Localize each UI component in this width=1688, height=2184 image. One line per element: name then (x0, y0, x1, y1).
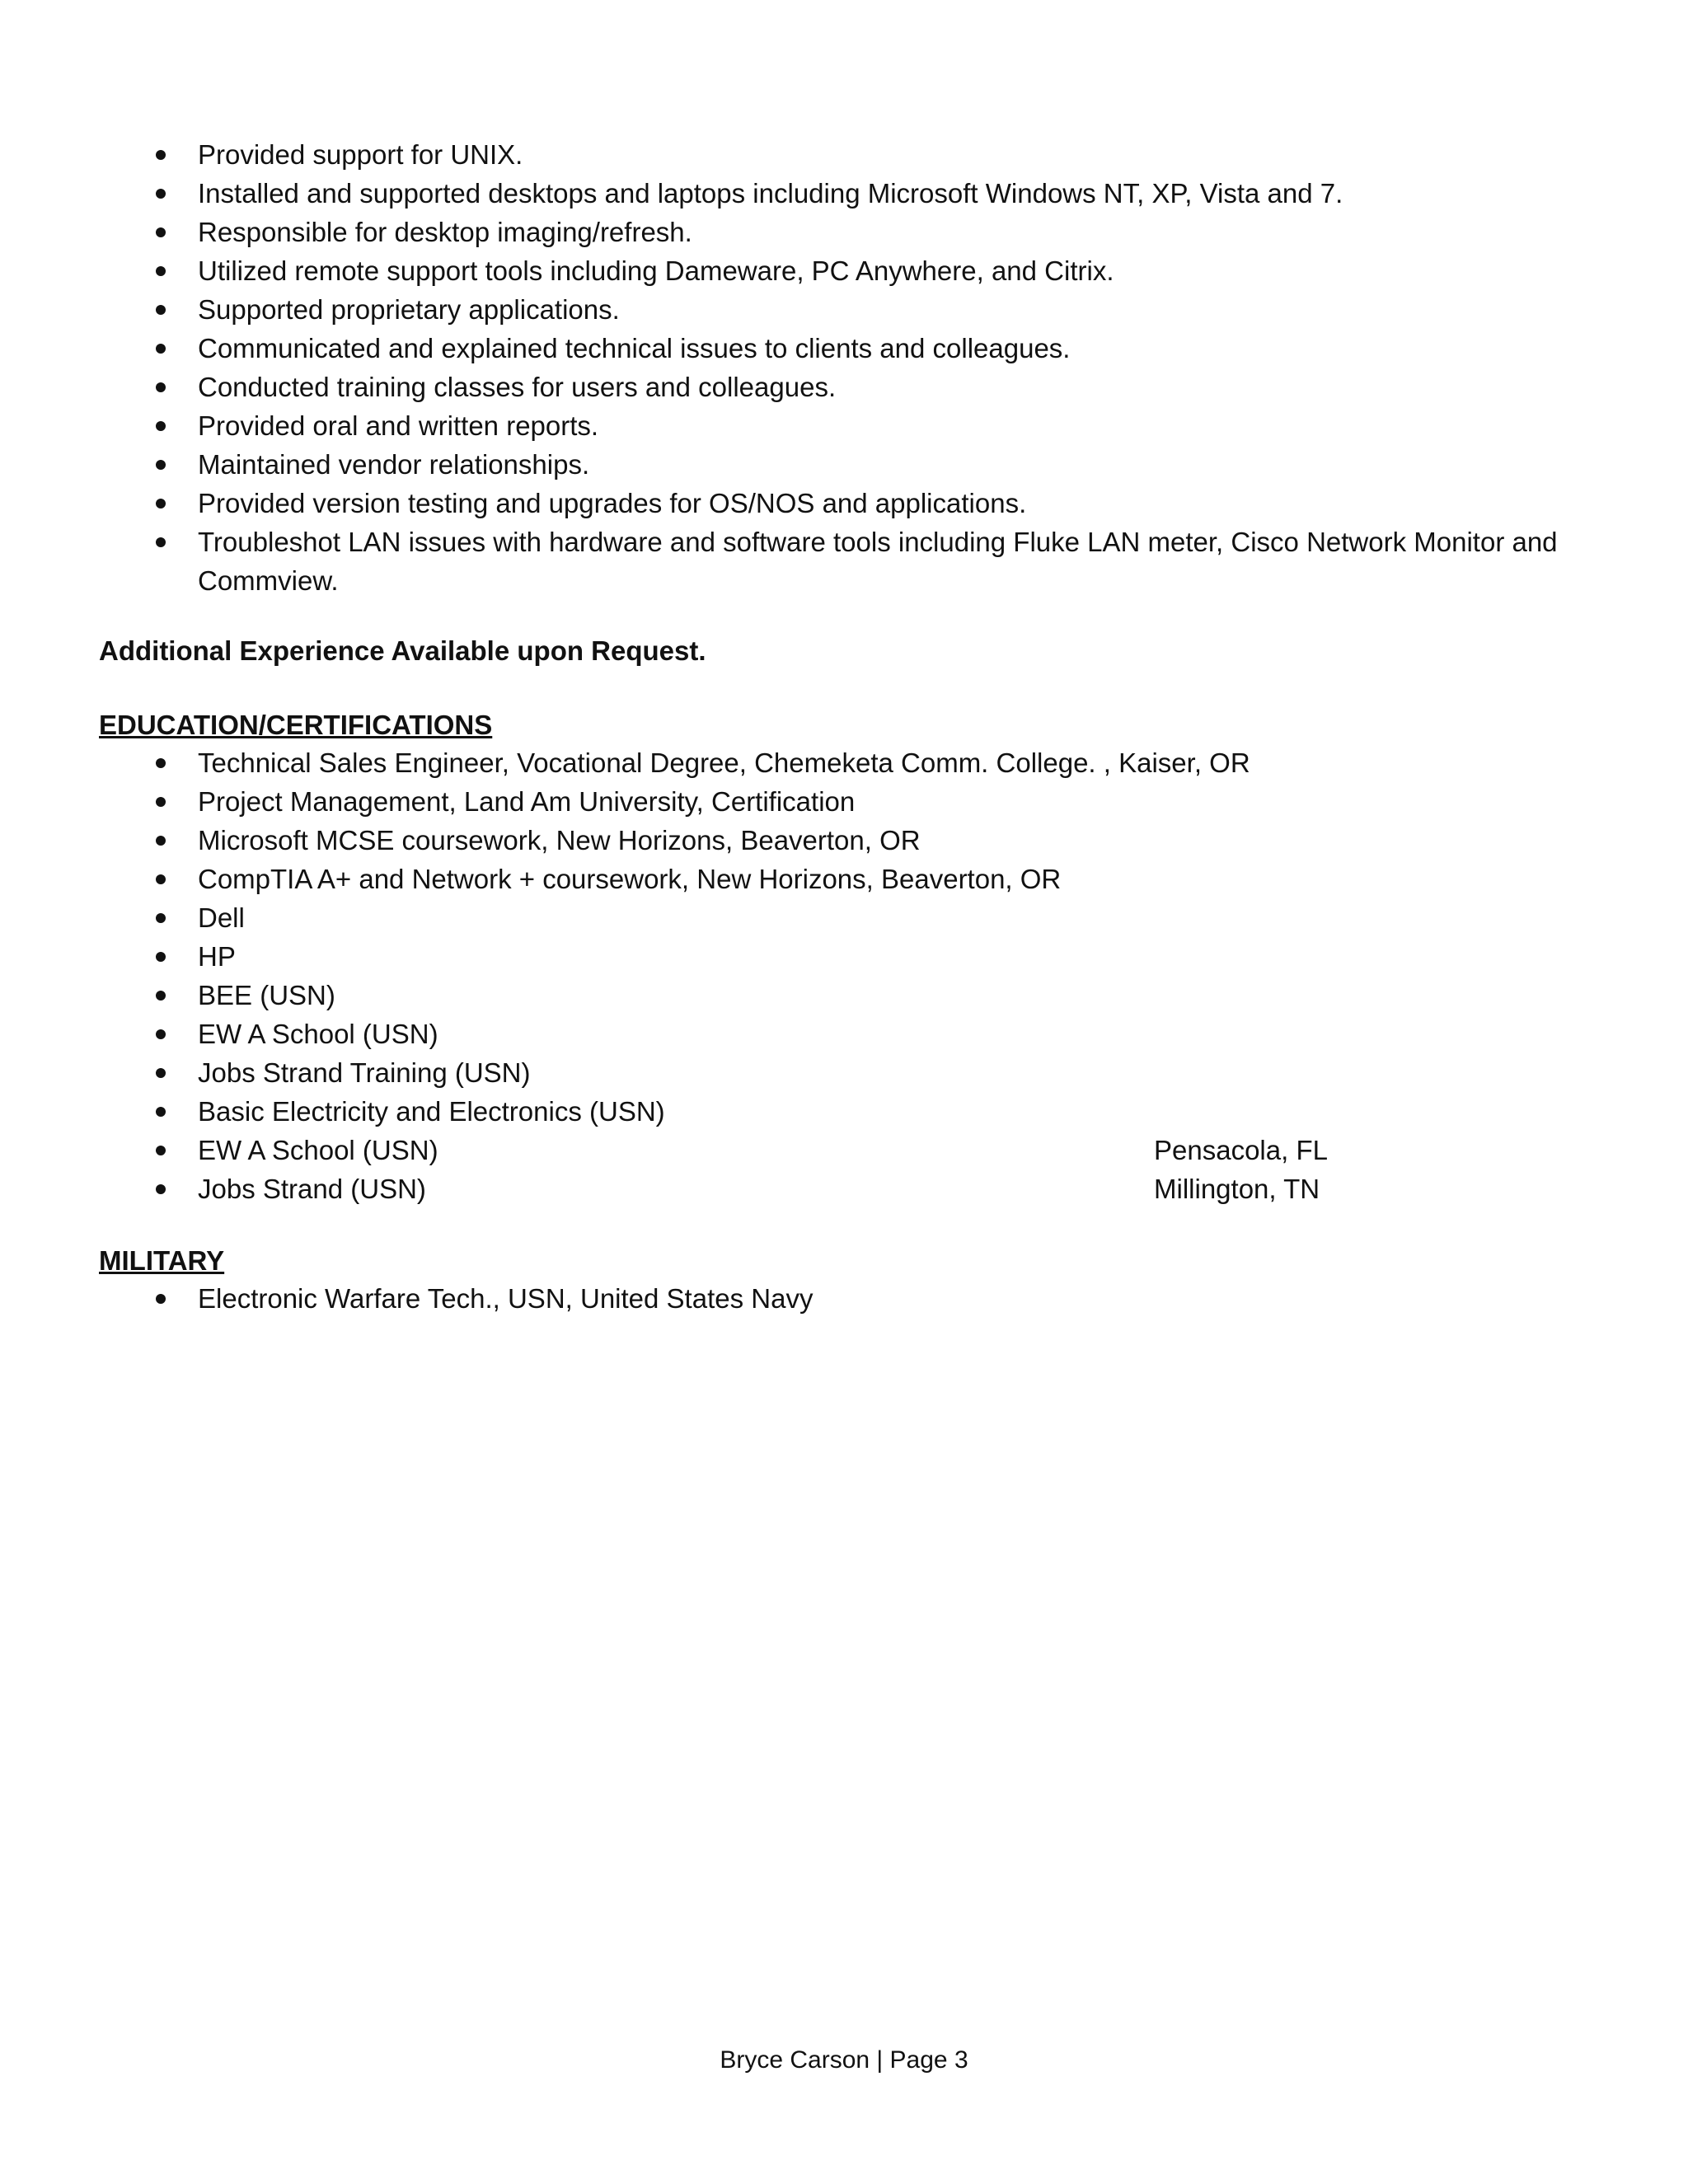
bullet-icon (156, 952, 166, 962)
bullet-icon (156, 1184, 166, 1194)
list-item-text: CompTIA A+ and Network + coursework, New Horizons, Beaverton, OR (198, 864, 1062, 894)
military-heading: MILITARY (99, 1245, 225, 1276)
list-item-text: Supported proprietary applications. (198, 294, 620, 325)
page-footer: Bryce Carson | Page 3 (720, 2046, 968, 2074)
list-item-text: HP (198, 941, 236, 972)
list-item-text: Provided support for UNIX. (198, 139, 523, 170)
list-item-text: Communicated and explained technical issues to clients and colleagues. (198, 333, 1071, 363)
bullet-icon (156, 460, 166, 470)
list-item-location: Millington, TN (1154, 1174, 1320, 1204)
experience-bullet-list (99, 135, 1648, 600)
list-item (99, 213, 1648, 251)
list-item (99, 135, 1648, 174)
list-item-text: EW A School (USN) (198, 1135, 438, 1165)
education-heading: EDUCATION/CERTIFICATIONS (99, 710, 493, 740)
bullet-icon (156, 150, 166, 160)
list-item-text: Electronic Warfare Tech., USN, United States Navy (198, 1283, 814, 1314)
additional-experience-note: Additional Experience Available upon Request. (99, 635, 706, 666)
education-bullet-list (99, 743, 1328, 1208)
bullet-icon (156, 227, 166, 237)
list-item (99, 743, 1250, 782)
bullet-icon (156, 305, 166, 315)
list-item-text: Dell (198, 902, 245, 933)
bullet-icon (156, 1029, 166, 1039)
list-item-text: Basic Electricity and Electronics (USN) (198, 1096, 665, 1127)
bullet-icon (156, 758, 166, 768)
list-item (99, 406, 1648, 445)
list-item (99, 1131, 1328, 1169)
list-item-text: Utilized remote support tools including Dameware, PC Anywhere, and Citrix. (198, 255, 1114, 286)
list-item-text: Conducted training classes for users and colleagues. (198, 372, 837, 402)
bullet-icon (156, 913, 166, 923)
bullet-icon (156, 189, 166, 199)
list-item-text: EW A School (USN) (198, 1019, 438, 1049)
list-item (99, 290, 1648, 329)
bullet-icon (156, 1068, 166, 1078)
list-item (99, 368, 1648, 406)
list-item (99, 174, 1648, 213)
list-item (99, 860, 1250, 898)
bullet-icon (156, 1146, 166, 1155)
list-item (99, 523, 1648, 600)
bullet-icon (156, 1107, 166, 1117)
list-item (99, 1169, 1320, 1208)
bullet-icon (156, 537, 166, 547)
list-item (99, 1279, 813, 1318)
list-item (99, 484, 1648, 523)
bullet-icon (156, 836, 166, 846)
bullet-icon (156, 421, 166, 431)
list-item (99, 937, 1250, 976)
list-item (99, 445, 1648, 484)
list-item (99, 782, 1250, 821)
military-bullet-list (99, 1279, 813, 1318)
list-item (99, 251, 1648, 290)
bullet-icon (156, 1294, 166, 1304)
list-item (99, 1092, 1250, 1131)
list-item-location: Pensacola, FL (1154, 1135, 1328, 1165)
bullet-icon (156, 266, 166, 276)
bullet-icon (156, 991, 166, 1001)
list-item (99, 821, 1250, 860)
list-item-text: Provided oral and written reports. (198, 410, 599, 441)
list-item-text: BEE (USN) (198, 980, 335, 1010)
bullet-icon (156, 499, 166, 509)
list-item-text: Installed and supported desktops and laptops including Microsoft Windows NT, XP, Vista and 7. (198, 178, 1343, 209)
list-item-text: Maintained vendor relationships. (198, 449, 590, 480)
list-item (99, 976, 1250, 1015)
list-item-text: Jobs Strand (USN) (198, 1174, 426, 1204)
list-item (99, 329, 1648, 368)
list-item (99, 898, 1250, 937)
list-item-text: Troubleshot LAN issues with hardware and software tools including Fluke LAN meter, Cisco Network Monitor and Commview. (198, 527, 1558, 596)
list-item (99, 1053, 1250, 1092)
list-item (99, 1015, 1250, 1053)
list-item-text: Provided version testing and upgrades for OS/NOS and applications. (198, 488, 1027, 518)
list-item-text: Responsible for desktop imaging/refresh. (198, 217, 692, 247)
list-item-text: Project Management, Land Am University, Certification (198, 786, 856, 817)
list-item-text: Microsoft MCSE coursework, New Horizons, Beaverton, OR (198, 825, 921, 855)
bullet-icon (156, 382, 166, 392)
list-item-text: Jobs Strand Training (USN) (198, 1057, 531, 1088)
list-item-text: Technical Sales Engineer, Vocational Degree, Chemeketa Comm. College. , Kaiser, OR (198, 748, 1250, 778)
bullet-icon (156, 344, 166, 354)
bullet-icon (156, 797, 166, 807)
bullet-icon (156, 874, 166, 884)
